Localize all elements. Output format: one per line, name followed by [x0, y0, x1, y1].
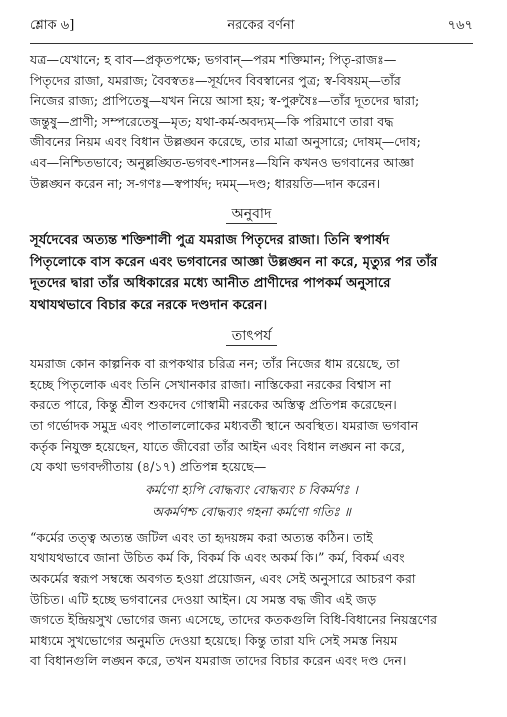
- synonyms-line: নিজের রাজ্য; প্রাপিতেষু—যখন নিয়ে আসা হয়; স্ব-পুরুষৈঃ—তাঁর দূতদের দ্বারা;: [30, 93, 420, 109]
- purport-line: “কর্মের তত্ত্ব অত্যন্ত জটিল এবং তা হৃদয়ঙ্গম করা অত্যন্ত কঠিন। তাই: [30, 529, 373, 545]
- purport-line: জগতে ইন্দ্রিয়সুখ ভোগের জন্য এসেছে, তাদের কতকগুলি বিধি-বিধানের নিয়ন্ত্রণের: [30, 612, 438, 628]
- translation-paragraph: [30, 230, 473, 316]
- synonyms-line: জীবনের নিয়ম এবং বিধান উল্লঙ্ঘন করেছে, তার মাত্রা অনুসারে; দোষম্—দোষ;: [30, 134, 421, 150]
- verse-line: অকর্মণশ্চ বোদ্ধব্যং গহনা কর্মণো গতিঃ ॥: [152, 503, 351, 519]
- synonyms-line: পিতৃদের রাজা, যমরাজ; বৈবস্বতঃ—সূর্যদেব বিবস্বানের পুত্র; স্ব-বিষয়ম্—তাঁর: [30, 72, 401, 88]
- purport-line: কর্তৃক নিযুক্ত হয়েছেন, যাতে জীবেরা তাঁর আইন এবং বিধান লঙ্ঘন না করে,: [30, 438, 406, 454]
- page-header: [30, 8, 473, 44]
- purport-line: করতে পারে, কিন্তু শ্রীল শুকদেব গোস্বামী নরকের অস্তিত্ব প্রতিপন্ন করেছেন।: [30, 397, 397, 413]
- purport-line: বা বিধানগুলি লঙ্ঘন করে, তখন যমরাজ তাদের বিচার করেন এবং দণ্ড দেন।: [30, 653, 407, 669]
- translation-line: পিতৃলোকে বাস করেন এবং ভগবানের আজ্ঞা উল্লঙ্ঘন না করে, মৃত্যুর পর তাঁর: [30, 254, 438, 270]
- purport-line: যথাযথভাবে জানা উচিত কর্ম কি, বিকর্ম কি এবং অকর্ম কি।” কর্ম, বিকর্ম এবং: [30, 550, 405, 566]
- synonyms-line: এব—নিশ্চিতভাবে; অনুল্লঙ্ঘিত-ভগবৎ-শাসনঃ—যিনি কখনও ভগবানের আজ্ঞা: [30, 154, 414, 170]
- translation-line: যথাযথভাবে বিচার করে নরকে দণ্ডদান করেন।: [30, 297, 268, 313]
- chapter-title: নরকের বর্ণনা: [227, 18, 295, 33]
- translation-heading: অনুবাদ: [30, 202, 473, 226]
- purport-paragraph-2: [30, 528, 473, 672]
- verse-reference: শ্লোক ৬]: [30, 18, 75, 33]
- purport-line: অকর্মের স্বরূপ সম্বন্ধে অবগত হওয়া প্রয়োজন, এবং সেই অনুসারে আচরণ করা: [30, 570, 416, 586]
- purport-line: যে কথা ভগবদ্গীতায় (৪/১৭) প্রতিপন্ন হয়েছে—: [30, 459, 267, 475]
- page-number: ৭৬৭: [447, 18, 473, 33]
- verse-line: কর্মণো হ্যপি বোদ্ধব্যং বোদ্ধব্যং চ বিকর্মণঃ ।: [145, 481, 358, 497]
- purport-heading: তাৎপর্য: [30, 324, 473, 348]
- translation-line: সূর্যদেবের অত্যন্ত শক্তিশালী পুত্র যমরাজ পিতৃদের রাজা। তিনি স্বপার্ষদ: [30, 233, 390, 249]
- synonyms-line: যত্র—যেখানে; হ বাব—প্রকৃতপক্ষে; ভগবান্—পরম শক্তিমান; পিতৃ-রাজঃ—: [30, 52, 397, 67]
- purport-line: উচিত। এটি হচ্ছে ভগবানের দেওয়া আইন। যে সমস্ত বদ্ধ জীব এই জড়: [30, 591, 377, 607]
- purport-line: যমরাজ কোন কাল্পনিক বা রূপকথার চরিত্র নন; তাঁর নিজের ধাম রয়েছে, তা: [30, 356, 400, 372]
- purport-line: হচ্ছে পিতৃলোক এবং তিনি সেখানকার রাজা। নাস্তিকেরা নরকের বিশ্বাস না: [30, 376, 392, 392]
- synonyms-line: উল্লঙ্ঘন করেন না; স-গণঃ—স্বপার্ষদ; দমম্—দণ্ড; ধারয়তি—দান করেন।: [30, 175, 381, 191]
- synonyms-line: জন্তুষু—প্রাণী; সম্পরেতেষু—মৃত; যথা-কর্ম-অবদ্যম্—কি পরিমাণে তারা বদ্ধ: [30, 113, 394, 129]
- purport-line: তা গর্ভোদক সমুদ্র এবং পাতাললোকের মধ্যবর্তী স্থানে অবস্থিত। যমরাজ ভগবান: [30, 417, 419, 433]
- synonyms-paragraph: [30, 50, 473, 194]
- translation-line: দূতদের দ্বারা তাঁর অধিকারের মধ্যে আনীত প্রাণীদের পাপকর্ম অনুসারে: [30, 276, 391, 292]
- purport-paragraph-1: [30, 354, 473, 478]
- verse-quote: [30, 480, 473, 522]
- purport-line: মাধ্যমে সুখভোগের অনুমতি দেওয়া হয়েছে। কিন্তু তারা যদি সেই সমস্ত নিয়ম: [30, 632, 398, 648]
